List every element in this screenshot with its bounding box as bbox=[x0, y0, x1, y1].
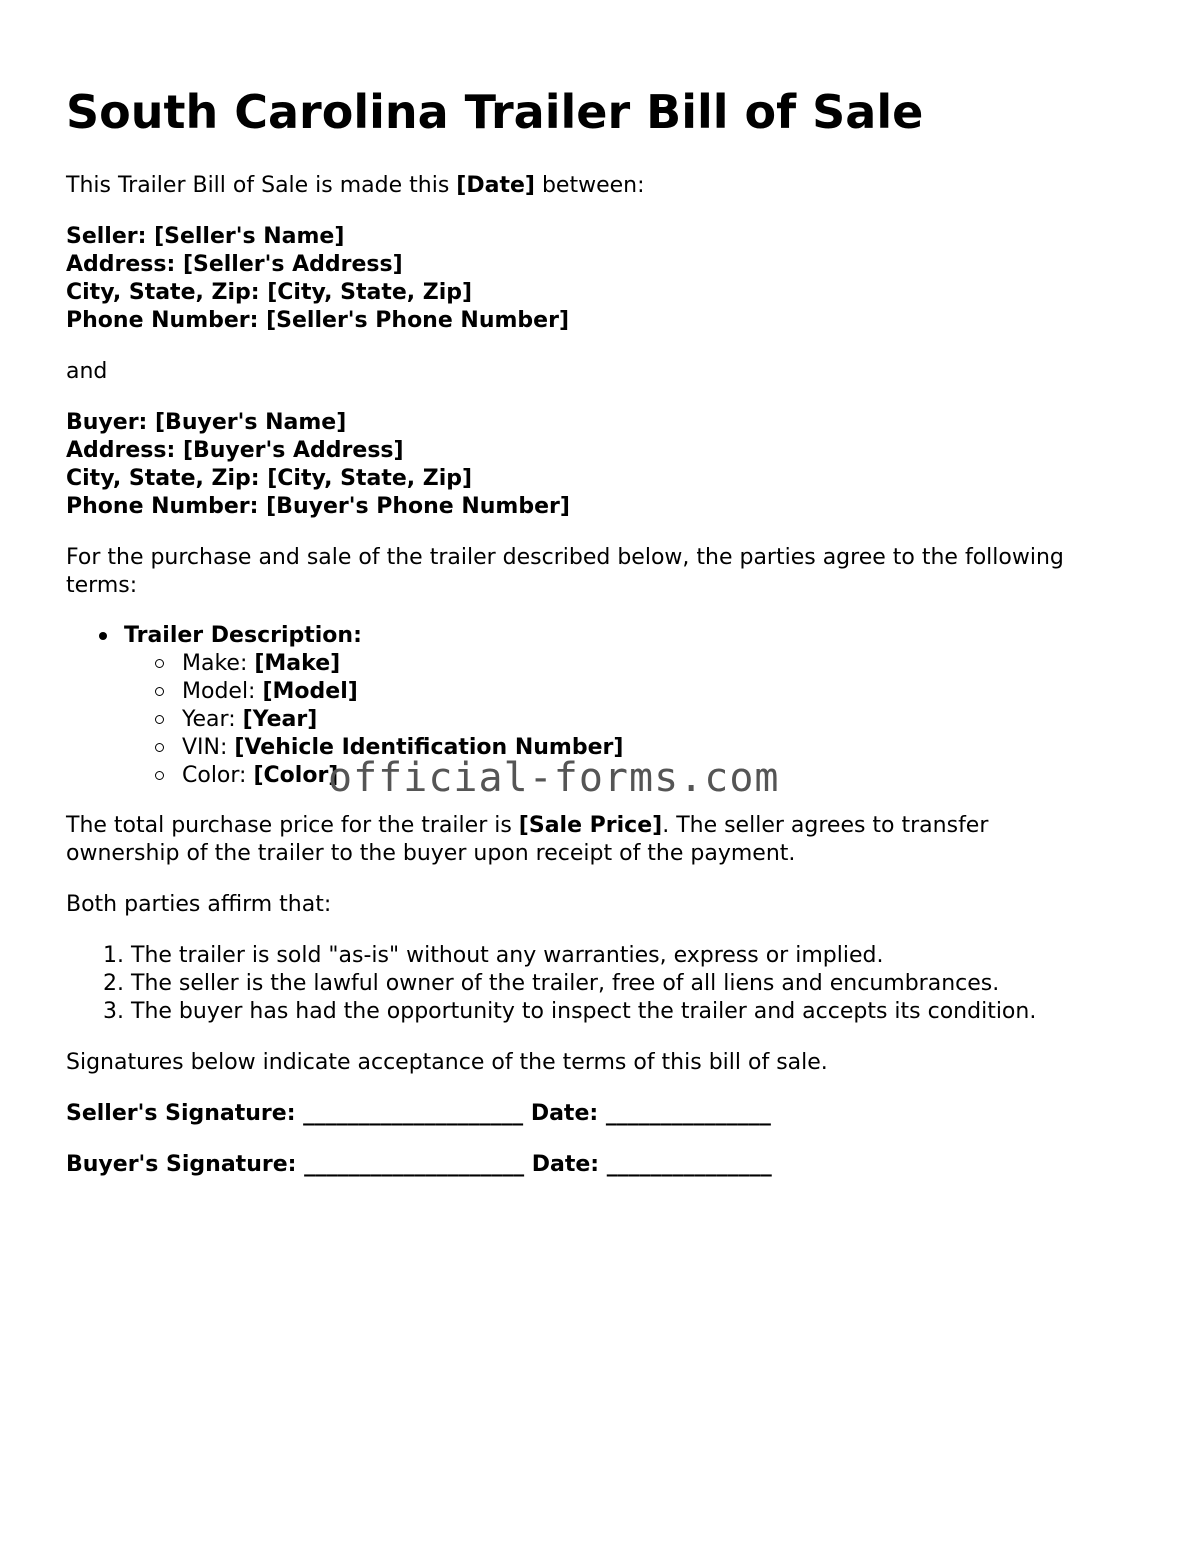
color-label: Color: bbox=[182, 763, 254, 788]
make-label: Make: bbox=[182, 651, 255, 676]
affirmation-text: The seller is the lawful owner of the trailer, free of all liens and encumbrances. bbox=[131, 971, 1000, 996]
affirmation-number: 1. bbox=[103, 943, 124, 968]
affirmation-item bbox=[66, 942, 1036, 970]
price-prefix: The total purchase price for the trailer is bbox=[66, 813, 519, 838]
buyer-city: City, State, Zip: [City, State, Zip] bbox=[66, 466, 473, 491]
intro-date: [Date] bbox=[456, 173, 535, 198]
vin-label: VIN: bbox=[182, 735, 235, 760]
affirmation-text: The buyer has had the opportunity to inspect the trailer and accepts its condition. bbox=[131, 999, 1037, 1024]
price-paragraph bbox=[66, 812, 1066, 868]
make-value: [Make] bbox=[254, 651, 341, 676]
seller-block bbox=[66, 223, 569, 335]
affirmation-number: 2. bbox=[103, 971, 124, 996]
seller-address: Address: [Seller's Address] bbox=[66, 252, 403, 277]
affirmation-item bbox=[66, 970, 1036, 998]
model-label: Model: bbox=[182, 679, 263, 704]
buyer-phone: Phone Number: [Buyer's Phone Number] bbox=[66, 494, 570, 519]
affirmation-item bbox=[66, 998, 1036, 1026]
trailer-make bbox=[124, 650, 623, 678]
price-value: [Sale Price] bbox=[518, 813, 663, 838]
seller-signature-line: Seller's Signature: ____________________ Date: _______________ bbox=[66, 1101, 771, 1126]
intro-paragraph bbox=[66, 172, 645, 200]
year-value: [Year] bbox=[242, 707, 318, 732]
seller-city: City, State, Zip: [City, State, Zip] bbox=[66, 280, 473, 305]
document-title: South Carolina Trailer Bill of Sale bbox=[66, 85, 924, 139]
intro-suffix: between: bbox=[534, 173, 645, 198]
seller-phone: Phone Number: [Seller's Phone Number] bbox=[66, 308, 569, 333]
seller-name: Seller: [Seller's Name] bbox=[66, 224, 345, 249]
affirmation-list bbox=[66, 942, 1036, 1026]
trailer-description-heading: Trailer Description: bbox=[124, 623, 362, 648]
price-suffix: . The seller agrees to transfer ownership of the trailer to the buyer upon receipt of the payment. bbox=[66, 813, 989, 866]
buyer-address: Address: [Buyer's Address] bbox=[66, 438, 404, 463]
buyer-block bbox=[66, 409, 570, 521]
color-value: [Color] bbox=[253, 763, 339, 788]
affirmation-number: 3. bbox=[103, 999, 124, 1024]
intro-prefix: This Trailer Bill of Sale is made this bbox=[66, 173, 457, 198]
watermark: official-forms.com bbox=[328, 755, 780, 801]
model-value: [Model] bbox=[262, 679, 358, 704]
affirmation-text: The trailer is sold "as-is" without any warranties, express or implied. bbox=[131, 943, 884, 968]
year-label: Year: bbox=[182, 707, 243, 732]
trailer-year bbox=[124, 706, 623, 734]
acceptance-paragraph: Signatures below indicate acceptance of the terms of this bill of sale. bbox=[66, 1050, 828, 1075]
buyer-signature-line: Buyer's Signature: ____________________ Date: _______________ bbox=[66, 1152, 772, 1177]
buyer-name: Buyer: [Buyer's Name] bbox=[66, 410, 347, 435]
and-text: and bbox=[66, 359, 108, 384]
trailer-model bbox=[124, 678, 623, 706]
affirm-intro: Both parties affirm that: bbox=[66, 892, 332, 917]
purpose-paragraph: For the purchase and sale of the trailer described below, the parties agree to the following terms: bbox=[66, 545, 1064, 598]
vin-value: [Vehicle Identification Number] bbox=[234, 735, 624, 760]
